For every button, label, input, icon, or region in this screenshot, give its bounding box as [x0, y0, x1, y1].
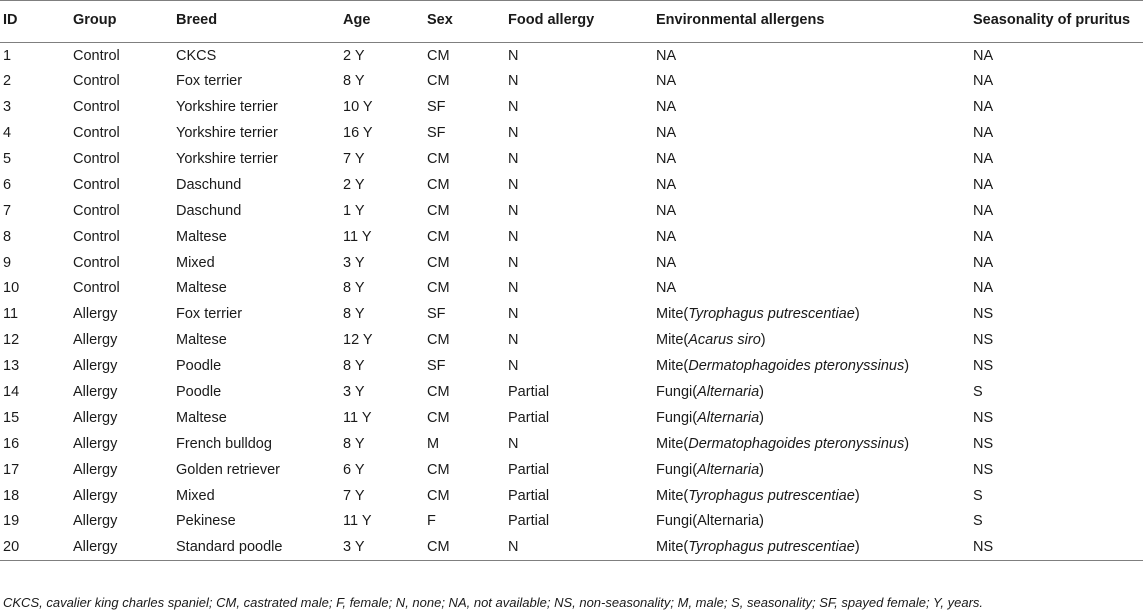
cell-group: Allergy: [73, 513, 118, 530]
cell-group: Control: [73, 151, 120, 167]
cell-sex: CM: [427, 254, 450, 271]
allergen-text: Mite(: [656, 487, 689, 504]
cell-group: Allergy: [73, 332, 118, 349]
cell-sex: CM: [427, 384, 450, 401]
cell-age: 7 Y: [343, 151, 365, 167]
allergen-species-name: Alternaria: [697, 384, 760, 401]
cell-id: 8: [3, 228, 12, 245]
cell-breed: Maltese: [176, 332, 227, 349]
cell-seasonality: NS: [973, 461, 994, 478]
cell-breed: Poodle: [176, 358, 222, 375]
cell-id: 15: [3, 409, 20, 426]
allergen-text: NA: [656, 228, 677, 245]
allergen-text: Mite(: [656, 358, 689, 375]
cell-id: 14: [3, 384, 20, 401]
cell-age: 3 Y: [343, 254, 365, 271]
cell-group: Control: [73, 99, 120, 116]
cell-age: 11 Y: [343, 228, 372, 245]
cell-id: 3: [3, 99, 12, 116]
cell-seasonality: NS: [973, 435, 994, 452]
cell-group: Control: [73, 47, 120, 64]
cell-food-allergy: N: [508, 435, 519, 452]
cell-id: 20: [0, 534, 70, 560]
allergen-text: ): [904, 358, 910, 375]
cell-seasonality: NA: [973, 176, 994, 193]
cell-age: 1 Y: [343, 202, 365, 219]
cell-seasonality: NA: [973, 125, 994, 142]
allergen-text: NA: [656, 73, 677, 90]
table-row: [0, 301, 1143, 327]
cell-sex: CM: [427, 47, 450, 64]
cell-id: 12: [3, 332, 20, 349]
cell-breed: Poodle: [176, 384, 222, 401]
cell-environmental-allergens: [653, 431, 970, 457]
table-footnote: CKCS, cavalier king charles spaniel; CM, castrated male; F, female; N, none; NA, not available; NS, non-seasonality; M, male; S, seasonality; SF, spayed female; Y, years.: [3, 595, 984, 610]
cell-age: 8 Y: [343, 358, 365, 375]
cell-environmental-allergens: [653, 250, 970, 276]
cell-environmental-allergens: [653, 483, 970, 509]
header-sex: Sex: [424, 1, 505, 43]
cell-sex: SF: [427, 306, 446, 323]
cell-sex: CM: [424, 534, 505, 560]
allergen-text: ): [760, 332, 766, 349]
table-row: [0, 483, 1143, 509]
cell-environmental-allergens: [653, 301, 970, 327]
cell-age: 10 Y: [343, 99, 373, 116]
cell-environmental-allergens: [653, 379, 970, 405]
cell-age: 8 Y: [343, 280, 365, 297]
cell-environmental-allergens: [653, 405, 970, 431]
cell-breed: Yorkshire terrier: [176, 125, 278, 142]
cell-environmental-allergens: [653, 94, 970, 120]
allergen-species-name: Tyrophagus putrescentiae: [688, 539, 855, 556]
cell-age: 12 Y: [343, 332, 373, 349]
allergen-text: Fungi(: [656, 409, 698, 426]
cell-id: 13: [3, 358, 20, 375]
cell-seasonality: NS: [970, 534, 1143, 560]
cell-seasonality: NS: [973, 409, 994, 426]
cell-food-allergy: N: [508, 332, 519, 349]
cell-food-allergy: Partial: [508, 487, 550, 504]
cell-breed: Mixed: [176, 487, 215, 504]
cell-sex: CM: [427, 461, 450, 478]
cell-id: 17: [3, 461, 20, 478]
table-row: [0, 276, 1143, 302]
cell-environmental-allergens: [653, 457, 970, 483]
cell-id: 5: [3, 151, 12, 167]
cell-food-allergy: N: [508, 358, 519, 375]
allergen-text: ): [854, 487, 860, 504]
cell-breed: Fox terrier: [176, 306, 243, 323]
cell-age: 11 Y: [343, 409, 372, 426]
cell-breed: Maltese: [176, 280, 227, 297]
cell-seasonality: NS: [973, 306, 994, 323]
allergen-text: NA: [656, 254, 677, 271]
table-row: [0, 224, 1143, 250]
cell-food-allergy: N: [508, 202, 519, 219]
cell-breed: Fox terrier: [176, 73, 243, 90]
allergen-text: Fungi(: [656, 384, 698, 401]
cell-id: 11: [3, 306, 19, 323]
cell-food-allergy: N: [508, 306, 519, 323]
cell-group: Allergy: [73, 435, 118, 452]
table-row: [0, 43, 1143, 69]
allergen-text: NA: [656, 151, 677, 167]
cell-seasonality: NA: [973, 202, 994, 219]
cell-sex: SF: [427, 125, 446, 142]
cell-environmental-allergens: [653, 534, 970, 560]
cell-environmental-allergens: [653, 198, 970, 224]
cell-group: Allergy: [73, 487, 118, 504]
cell-group: Allergy: [73, 409, 118, 426]
allergen-text: Mite(: [656, 435, 689, 452]
cell-breed: Daschund: [176, 202, 242, 219]
cell-id: 16: [3, 435, 20, 452]
cell-sex: M: [427, 435, 440, 452]
cell-age: 8 Y: [343, 435, 365, 452]
table-row: [0, 431, 1143, 457]
cell-age: 7 Y: [343, 487, 365, 504]
allergen-text: Fungi(Alternaria): [656, 513, 764, 530]
cell-sex: CM: [427, 73, 450, 90]
cell-seasonality: NA: [973, 280, 994, 297]
table-body: [0, 43, 1143, 561]
cell-seasonality: NA: [973, 47, 994, 64]
cell-breed: Golden retriever: [176, 461, 280, 478]
cell-food-allergy: Partial: [508, 384, 550, 401]
cell-food-allergy: Partial: [508, 409, 550, 426]
cell-seasonality: NA: [973, 99, 994, 116]
cell-food-allergy: N: [508, 176, 519, 193]
header-food-allergy: Food allergy: [505, 1, 653, 43]
cell-group: Control: [73, 280, 120, 297]
cell-group: Control: [73, 228, 120, 245]
allergen-text: Mite(: [656, 332, 689, 349]
cell-id: 19: [3, 513, 20, 530]
cell-group: Control: [73, 254, 120, 271]
cell-food-allergy: N: [508, 125, 519, 142]
cell-breed: CKCS: [176, 47, 217, 64]
allergen-text: NA: [656, 176, 677, 193]
cell-breed: Maltese: [176, 409, 227, 426]
cell-environmental-allergens: [653, 68, 970, 94]
cell-breed: Pekinese: [176, 513, 236, 530]
cell-group: Allergy: [73, 358, 118, 375]
cell-breed: Yorkshire terrier: [176, 99, 278, 116]
cell-food-allergy: N: [508, 228, 519, 245]
cell-seasonality: NA: [973, 73, 994, 90]
cell-group: Control: [73, 73, 120, 90]
cell-age: 11 Y: [343, 513, 372, 530]
header-group: Group: [70, 1, 173, 43]
table-row: [0, 120, 1143, 146]
cell-sex: CM: [427, 228, 450, 245]
cell-id: 9: [3, 254, 12, 271]
cell-seasonality: S: [973, 487, 983, 504]
cell-sex: F: [427, 513, 436, 530]
allergen-text: ): [759, 409, 765, 426]
cell-group: Allergy: [73, 384, 118, 401]
cell-id: 10: [3, 280, 20, 297]
allergen-text: ): [759, 384, 765, 401]
table-row: [0, 327, 1143, 353]
allergen-text: ): [759, 461, 765, 478]
cell-food-allergy: Partial: [508, 513, 550, 530]
cell-seasonality: NS: [973, 332, 994, 349]
cell-food-allergy: Partial: [508, 461, 550, 478]
allergen-species-name: Alternaria: [697, 409, 760, 426]
cell-id: 7: [3, 202, 12, 219]
allergen-species-name: Dermatophagoides pteronyssinus: [688, 358, 905, 375]
table-row: [0, 198, 1143, 224]
allergen-species-name: Alternaria: [697, 461, 760, 478]
allergen-text: Mite(: [656, 539, 689, 556]
table-row: [0, 509, 1143, 535]
table-row: [0, 353, 1143, 379]
table-row: [0, 405, 1143, 431]
allergen-species-name: Acarus siro: [688, 332, 761, 349]
cell-sex: CM: [427, 409, 450, 426]
cell-seasonality: S: [973, 513, 983, 530]
allergen-text: Mite(: [656, 306, 689, 323]
cell-environmental-allergens: [653, 224, 970, 250]
cell-environmental-allergens: [653, 509, 970, 535]
cell-breed: Maltese: [176, 228, 227, 245]
cell-environmental-allergens: [653, 276, 970, 302]
cell-environmental-allergens: [653, 120, 970, 146]
cell-sex: CM: [427, 202, 450, 219]
header-breed: Breed: [173, 1, 340, 43]
cell-breed: Daschund: [176, 176, 242, 193]
table-header: [0, 1, 1143, 43]
allergen-text: ): [904, 435, 910, 452]
cell-food-allergy: N: [508, 280, 519, 297]
table-row: [0, 534, 1143, 560]
cell-sex: SF: [427, 358, 446, 375]
cell-age: 6 Y: [343, 461, 365, 478]
allergen-text: NA: [656, 47, 677, 64]
cell-age: 2 Y: [343, 176, 365, 193]
cell-food-allergy: N: [508, 73, 519, 90]
cell-age: 3 Y: [343, 384, 365, 401]
allergen-text: ): [854, 539, 860, 556]
table-row: [0, 250, 1143, 276]
cell-group: Control: [73, 125, 120, 142]
cell-id: 4: [3, 125, 12, 142]
cell-food-allergy: N: [508, 254, 519, 271]
cell-age: 16 Y: [343, 125, 373, 142]
cell-food-allergy: N: [508, 47, 519, 64]
table-row: [0, 457, 1143, 483]
cell-seasonality: NS: [973, 358, 994, 375]
cell-environmental-allergens: [653, 327, 970, 353]
allergen-text: NA: [656, 280, 677, 297]
cell-seasonality: NA: [973, 254, 994, 271]
cell-age: 8 Y: [343, 306, 365, 323]
cell-environmental-allergens: [653, 43, 970, 69]
cell-sex: CM: [427, 151, 450, 167]
table-row: [0, 94, 1143, 120]
table-row: [0, 172, 1143, 198]
table-row: [0, 146, 1143, 172]
cell-seasonality: NA: [973, 228, 994, 245]
table-row: [0, 379, 1143, 405]
cell-group: Allergy: [73, 306, 118, 323]
cell-id: 18: [3, 487, 20, 504]
cell-food-allergy: N: [505, 534, 653, 560]
allergen-text: Fungi(: [656, 461, 698, 478]
cell-breed: French bulldog: [176, 435, 272, 452]
table-row: [0, 68, 1143, 94]
cell-group: Control: [73, 202, 120, 219]
cell-environmental-allergens: [653, 146, 970, 172]
allergen-text: ): [854, 306, 860, 323]
cell-age: 3 Y: [340, 534, 424, 560]
header-age: Age: [340, 1, 424, 43]
allergen-species-name: Dermatophagoides pteronyssinus: [688, 435, 905, 452]
cell-group: Allergy: [73, 461, 118, 478]
cell-sex: CM: [427, 280, 450, 297]
cell-breed: Standard poodle: [173, 534, 340, 560]
cell-environmental-allergens: [653, 172, 970, 198]
cell-sex: CM: [427, 332, 450, 349]
header-id: ID: [0, 1, 70, 43]
cell-environmental-allergens: [653, 353, 970, 379]
allergen-text: NA: [656, 125, 677, 142]
cell-sex: SF: [427, 99, 446, 116]
cell-group: Control: [73, 176, 120, 193]
cell-id: 6: [3, 176, 12, 193]
allergen-species-name: Tyrophagus putrescentiae: [688, 306, 855, 323]
cell-food-allergy: N: [508, 151, 519, 167]
cell-breed: Yorkshire terrier: [176, 151, 278, 167]
cell-id: 1: [3, 47, 12, 64]
cell-id: 2: [3, 73, 12, 90]
cell-sex: CM: [427, 176, 450, 193]
allergen-species-name: Tyrophagus putrescentiae: [688, 487, 855, 504]
header-row: [0, 1, 1143, 43]
header-environmental-allergens: Environmental allergens: [653, 1, 970, 43]
cell-seasonality: NA: [973, 151, 994, 167]
cell-sex: CM: [427, 487, 450, 504]
cell-group: Allergy: [70, 534, 173, 560]
allergen-text: NA: [656, 99, 677, 116]
cell-food-allergy: N: [508, 99, 519, 116]
cell-seasonality: S: [973, 384, 983, 401]
allergen-text: NA: [656, 202, 677, 219]
cell-age: 8 Y: [343, 73, 365, 90]
cell-age: 2 Y: [343, 47, 365, 64]
header-seasonality: Seasonality of pruritus: [970, 1, 1143, 43]
cell-breed: Mixed: [176, 254, 215, 271]
